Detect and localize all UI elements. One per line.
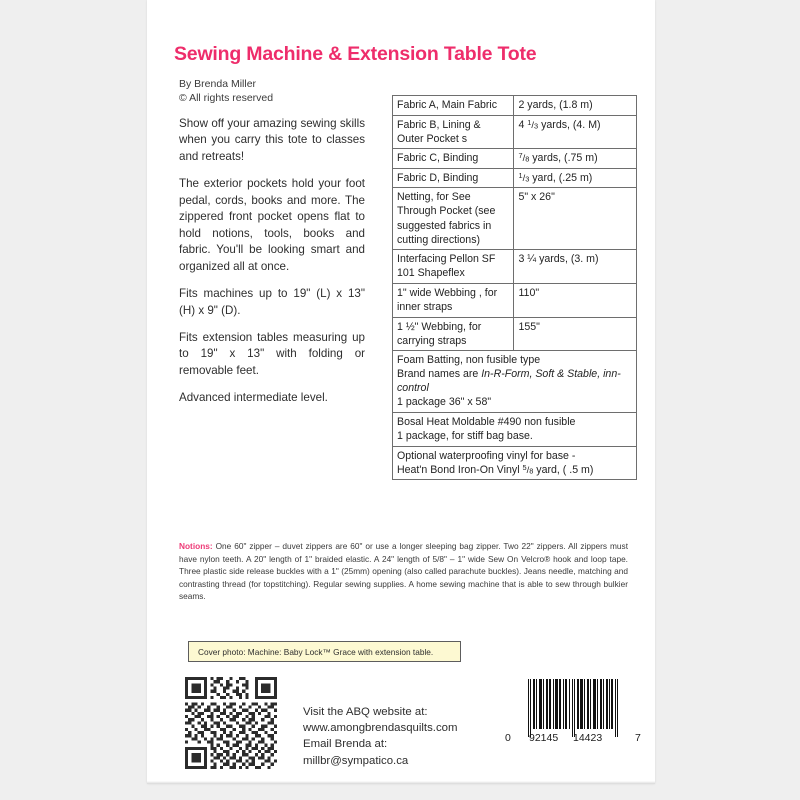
supply-amount: 3 ¼ yards, (3. m) xyxy=(514,250,637,284)
copyright-line: © All rights reserved xyxy=(179,91,274,104)
supply-amount: 155" xyxy=(514,317,637,351)
description-paragraph: Advanced intermediate level. xyxy=(179,391,328,405)
supply-amount: $^7/_8$ yards, (.75 m) xyxy=(514,149,637,169)
barcode-digits xyxy=(503,732,649,748)
supplies-table xyxy=(392,95,637,480)
table-row xyxy=(393,317,637,351)
supply-amount: 2 yards, (1.8 m) xyxy=(514,96,637,116)
barcode-group-1: 92145 xyxy=(529,732,559,744)
notions-paragraph xyxy=(179,540,628,603)
website-label: Visit the ABQ website at: xyxy=(303,706,428,718)
table-row xyxy=(393,351,637,413)
pattern-back-cover-page xyxy=(147,0,655,784)
supply-amount: 4 $^1/_3$ yards, (4. M) xyxy=(514,115,637,149)
supply-item: 1 ½" Webbing, for carrying straps xyxy=(393,317,514,351)
table-row xyxy=(393,412,637,446)
email-address[interactable]: millbr@sympatico.ca xyxy=(303,754,409,767)
supply-item: Netting, for See Through Pocket (see suggested fabrics in cutting directions) xyxy=(393,188,514,250)
website-url[interactable]: www.amongbrendasquilts.com xyxy=(303,722,458,735)
table-row xyxy=(393,250,637,284)
supply-amount: 110" xyxy=(514,283,637,317)
table-row xyxy=(393,283,637,317)
barcode-group-2: 14423 xyxy=(573,732,603,744)
barcode-digit-right: 7 xyxy=(635,732,641,744)
supply-amount: 5" x 26" xyxy=(514,188,637,250)
email-label: Email Brenda at: xyxy=(303,738,388,751)
supply-item: Fabric D, Binding xyxy=(393,168,514,188)
description-paragraph: Show off your amazing sewing skills when you carry this tote to classes and retreats! xyxy=(179,117,365,163)
supply-note: Bosal Heat Moldable #490 non fusible 1 package, for stiff bag base. xyxy=(393,412,637,446)
supply-amount: $^1/_3$ yard, (.25 m) xyxy=(514,168,637,188)
notions-label: Notions: xyxy=(179,541,213,551)
table-row xyxy=(393,168,637,188)
description-paragraph: Fits extension tables measuring up to 19" x 13" with folding or removable feet. xyxy=(179,330,365,377)
description-paragraph: The exterior pockets hold your foot pedal, cords, books and more. The zippered front pocket opens flat to hold notions, tools, books and fabric. You'll be looking smart and organized all at once. xyxy=(179,177,365,273)
description-paragraph: Fits machines up to 19" (L) x 13" (H) x 9" (D). xyxy=(179,287,365,317)
cover-photo-note: Cover photo: Machine: Baby Lock™ Grace with extension table. xyxy=(198,646,434,657)
notions-text: One 60" zipper – duvet zippers are 60" or use a longer sleeping bag zipper. Two 22" zippers. All zippers must have nylon teeth. A 20" length of 1" braided elastic. A 24" length of 5/8" – 1" wide Sew On Velcro® hook and loop tape. Three plastic side release buckles with a 1" (25mm) opening (also called parachute buckles). Jeans needle, matching and contrasting thread (for topstitching). Regular sewing supplies. A home sewing machine that is able to sew through bulkier seams. xyxy=(179,541,628,602)
table-row xyxy=(393,115,637,149)
supply-item: 1" wide Webbing , for inner straps xyxy=(393,283,514,317)
byline xyxy=(179,78,419,106)
qr-code[interactable] xyxy=(185,677,277,769)
supply-item: Interfacing Pellon SF 101 Shapeflex xyxy=(393,250,514,284)
supply-item: Fabric A, Main Fabric xyxy=(393,96,514,116)
author-line: By Brenda Miller xyxy=(179,78,257,90)
table-row xyxy=(393,96,637,116)
upc-barcode xyxy=(503,679,649,751)
description-column xyxy=(179,116,365,407)
barcode-digit-left: 0 xyxy=(505,732,511,744)
contact-block xyxy=(303,704,503,769)
page-title: Sewing Machine & Extension Table Tote xyxy=(174,43,537,65)
barcode-bars xyxy=(513,679,638,737)
supply-note: Optional waterproofing vinyl for base - Heat'n Bond Iron-On Vinyl $^5/_8$ yard, ( .5 m) xyxy=(393,446,637,480)
supply-note: Foam Batting, non fusible type Brand names are In-R-Form, Soft & Stable, inn-control 1 package 36" x 58" xyxy=(393,351,637,413)
cover-photo-note-box xyxy=(188,641,461,662)
supply-item: Fabric C, Binding xyxy=(393,149,514,169)
table-row xyxy=(393,149,637,169)
table-row xyxy=(393,188,637,250)
supply-item: Fabric B, Lining & Outer Pocket s xyxy=(393,115,514,149)
table-row xyxy=(393,446,637,480)
